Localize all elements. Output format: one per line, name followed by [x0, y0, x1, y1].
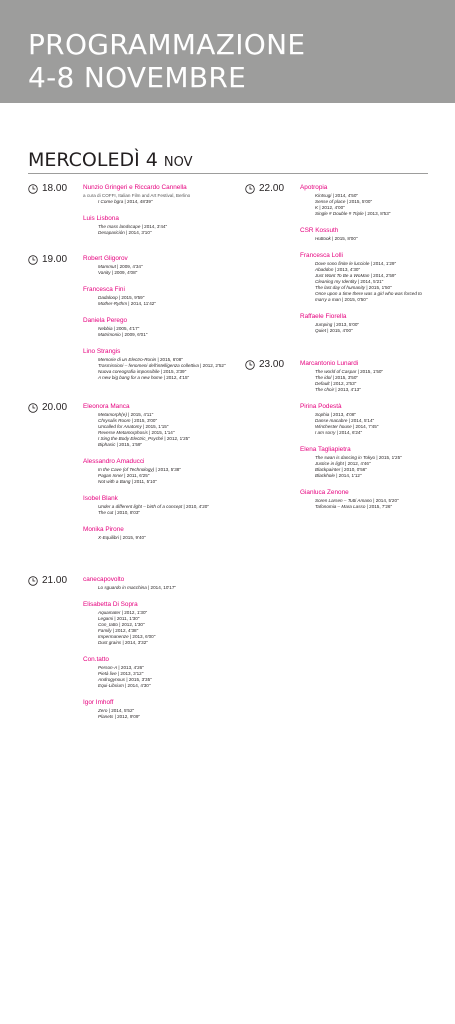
work-title: Planets — [98, 714, 114, 719]
time-text: 22.00 — [259, 183, 285, 194]
work-title: A new big bang for a new home — [98, 375, 163, 380]
work-item — [315, 328, 430, 334]
work-title: Huttook — [315, 236, 331, 241]
work-meta: | 2015, 1'50'' — [356, 369, 384, 374]
artist-name: Daniela Perego — [83, 317, 128, 324]
act-entry — [83, 402, 228, 448]
work-title: Equi-Librium — [98, 683, 124, 688]
artist-name: Raffaele Fiorella — [300, 313, 347, 320]
work-title: Under a different light – birth of a concept — [98, 504, 183, 509]
title-line-1: PROGRAMMAZIONE — [28, 28, 306, 61]
work-meta: | 2015, 3'50'' — [331, 375, 359, 380]
work-meta: | 2014, 11'42'' — [127, 301, 157, 306]
work-item — [315, 211, 430, 217]
work-title: Con_tatto — [98, 622, 118, 627]
divider — [28, 173, 428, 174]
artist-name: Robert Gligorov — [83, 255, 128, 262]
work-meta: | 2015, 9'40'' — [118, 535, 146, 540]
artist-name: Igor Imhoff — [83, 699, 114, 706]
work-meta: | 2013, 8'53'' — [363, 211, 391, 216]
act-entry — [83, 347, 228, 381]
artist-name: Gianluca Zenone — [300, 489, 349, 496]
time-slot — [245, 359, 430, 519]
artist-name: Monika Pirone — [83, 526, 124, 533]
work-meta: | 2009, 6'01'' — [120, 332, 148, 337]
work-item — [315, 504, 430, 510]
work-meta: | 2015, 7'26'' — [365, 504, 393, 509]
work-meta: | 2013, 4'26'' — [117, 665, 144, 670]
work-meta: | 2015, 9'59'' — [117, 295, 145, 300]
work-meta: | 2015, 8'00'' — [330, 236, 358, 241]
work-meta: | 2014, 5'14'' — [347, 418, 375, 423]
work-title: Sense of place — [315, 199, 346, 204]
work-title: Once upon a time there was a girl who was forced to marry a man — [315, 291, 422, 302]
work-item — [98, 270, 228, 276]
work-title: Soren Larsen – Tutti Amano — [315, 498, 372, 503]
work-title: Blackhole — [315, 473, 335, 478]
work-item — [98, 479, 228, 485]
time-slot — [28, 183, 228, 245]
artist-name: Isobel Blank — [83, 495, 118, 502]
time-label — [245, 183, 284, 194]
work-meta: | 2012, 1'30'' — [120, 610, 148, 615]
header-banner — [0, 0, 455, 103]
clock-icon — [28, 576, 38, 586]
work-item — [98, 230, 228, 236]
act-entry — [300, 359, 430, 393]
work-item — [98, 535, 228, 541]
work-title: Mother-Rythm — [98, 301, 128, 306]
work-title: Pietà live — [98, 671, 117, 676]
artist-name: Eleonora Manca — [83, 403, 130, 410]
work-meta: | 2013, 4'30'' — [333, 267, 361, 272]
time-slot — [245, 183, 430, 343]
act-entry — [300, 312, 430, 334]
work-title: I Come bgra — [98, 199, 124, 204]
work-item — [98, 714, 228, 720]
work-meta: | 2009, 4'08'' — [110, 270, 138, 275]
work-item — [315, 236, 430, 242]
time-slot — [28, 402, 228, 550]
work-meta: | 2012, 1'25'' — [163, 436, 190, 441]
work-meta: | 2015, 1'14'' — [147, 430, 175, 435]
work-meta: | 2012, 9'09'' — [113, 714, 141, 719]
artist-name: Francesca Lolli — [300, 252, 343, 259]
work-title: Dove sono finite le lucciole — [315, 261, 370, 266]
work-meta: | 2010, 0'56'' — [340, 467, 368, 472]
work-meta: | 2014, 2'59'' — [369, 273, 397, 278]
work-title: The last day of humanity — [315, 285, 366, 290]
work-meta: | 2012, 4'15'' — [162, 375, 190, 380]
work-meta: | 2015, 4'11'' — [126, 412, 154, 417]
work-item — [98, 510, 228, 516]
work-item — [98, 442, 228, 448]
work-title: Aquamater — [98, 610, 121, 615]
work-title: Abaddon — [315, 267, 334, 272]
work-meta: | 2005, 4'17'' — [112, 326, 140, 331]
work-title: Trasmissioni – fenomeni dell'intelligenza collettiva — [98, 363, 199, 368]
work-meta: | 2012, 2'53'' — [329, 381, 357, 386]
act-entry — [83, 285, 228, 307]
clock-icon — [28, 255, 38, 265]
act-entry — [300, 488, 430, 510]
work-meta: | 2015, 3'35'' — [125, 677, 152, 682]
work-meta: | 2014, 4'30'' — [123, 683, 151, 688]
work-meta: | 2014, 1'29'' — [369, 261, 397, 266]
work-title: Default — [315, 381, 330, 386]
clock-icon — [28, 403, 38, 413]
clock-icon — [28, 184, 38, 194]
work-meta: | 2013, 4'08'' — [329, 412, 357, 417]
work-title: Kintsugi — [315, 193, 332, 198]
work-title: Family — [98, 628, 112, 633]
work-title: Nuova coreografia impossibile — [98, 369, 160, 374]
work-title: Single # Double # Triple — [315, 211, 364, 216]
day-heading — [28, 149, 193, 171]
artist-name: Marcantonio Lunardi — [300, 360, 359, 367]
work-item — [315, 430, 430, 436]
work-meta: | 2010, 4'20'' — [182, 504, 210, 509]
work-title: Jumping — [315, 322, 333, 327]
work-meta: | 2015, 1'59'' — [115, 442, 143, 447]
act-list — [300, 359, 430, 510]
work-meta: | 2013, 5'00'' — [332, 322, 360, 327]
work-meta: | 2011, 5'10'' — [130, 479, 157, 484]
time-text: 18.00 — [42, 183, 68, 194]
work-title: Mammut — [98, 264, 116, 269]
work-title: Impermanenze — [98, 634, 129, 639]
clock-icon — [245, 184, 255, 194]
work-title: Memorie di un Electro-Ronin — [98, 357, 157, 362]
act-list — [300, 183, 430, 334]
time-label — [28, 254, 67, 265]
work-meta: | 2015, 0'50'' — [340, 297, 368, 302]
page-title — [28, 28, 305, 94]
work-meta: | 2014, 7'45'' — [351, 424, 379, 429]
work-title: K — [315, 205, 319, 210]
work-title: Desaparición — [98, 230, 125, 235]
work-item — [98, 585, 228, 591]
work-meta: | 2012, 4'46'' — [343, 461, 371, 466]
work-title: I Sing the Body Electric_Psyché — [98, 436, 164, 441]
work-item — [315, 387, 430, 393]
work-title: The cut — [98, 510, 114, 515]
act-entry — [83, 600, 228, 646]
artist-name: Alessandro Amaducci — [83, 458, 145, 465]
work-meta: | 2014, 3'10'' — [124, 230, 152, 235]
work-title: X-Equilibri — [98, 535, 119, 540]
curator-note: a cura di COFFI, Italian Film and Art Festival, Berlino — [83, 193, 191, 198]
act-list — [83, 402, 228, 541]
artist-name: Francesca Fini — [83, 286, 125, 293]
work-title: Vanity — [98, 270, 111, 275]
act-entry — [83, 183, 228, 205]
act-list — [83, 254, 228, 381]
act-list — [83, 183, 228, 236]
work-title: Cleaning my Identity — [315, 279, 357, 284]
work-title: Sophia — [315, 412, 330, 417]
work-title: Dust grains — [98, 640, 122, 645]
work-meta: | 2014, 3'32'' — [121, 640, 149, 645]
work-meta: | 2014, 48'39'' — [123, 199, 153, 204]
work-title: Matrimonio — [98, 332, 121, 337]
work-meta: | 2015, 1'15'' — [141, 424, 169, 429]
time-label — [245, 359, 284, 370]
time-label — [28, 575, 67, 586]
work-title: Lo sguardo in macchina — [98, 585, 147, 590]
work-meta: | 2013, 4'13'' — [334, 387, 361, 392]
act-entry — [83, 457, 228, 485]
work-title: Zero — [98, 708, 108, 713]
artist-name: Elena Tagliapietra — [300, 446, 351, 453]
act-entry — [300, 445, 430, 479]
act-entry — [83, 575, 228, 591]
work-title: Quiet — [315, 328, 326, 333]
work-title: Just Want To Be a WoMan — [315, 273, 370, 278]
work-title: Justice in light — [315, 461, 344, 466]
artist-name: canecapovolto — [83, 576, 125, 583]
work-meta: | 2015, 1'25'' — [375, 455, 402, 460]
artist-name: Lino Strangis — [83, 348, 121, 355]
artist-name: Apotropia — [300, 184, 328, 191]
time-text: 23.00 — [259, 359, 285, 370]
work-meta: | 2014, 5'20'' — [371, 498, 399, 503]
work-title: I am sorry — [315, 430, 336, 435]
work-title: Blackpainter — [315, 467, 341, 472]
work-title: Uncalled for Anatomy — [98, 424, 142, 429]
artist-name: Luis Lisbona — [83, 215, 119, 222]
work-title: Reverse Metamorphosis — [98, 430, 148, 435]
work-item — [98, 375, 228, 381]
work-meta: | 2012, 4'00'' — [318, 205, 345, 210]
work-title: Danse macabre — [315, 418, 348, 423]
time-slot — [28, 254, 228, 390]
artist-name: Nunzio Gringeri e Riccardo Cannella — [83, 184, 187, 191]
work-title: Dadaloop — [98, 295, 118, 300]
work-title: The world of Caspar — [315, 369, 357, 374]
act-entry — [83, 525, 228, 541]
work-title: Pagan Inner — [98, 473, 124, 478]
work-meta: | 2014, 10'17'' — [146, 585, 177, 590]
work-title: Legami — [98, 616, 114, 621]
work-title: Tafonomia – Mara Lasso — [315, 504, 366, 509]
act-entry — [83, 254, 228, 276]
day-month: NOV — [163, 155, 193, 170]
work-meta: | 2015, 3'39'' — [159, 369, 187, 374]
time-slot — [28, 575, 228, 729]
act-entry — [83, 655, 228, 689]
work-meta: | 2014, 1'12'' — [334, 473, 362, 478]
work-item — [98, 199, 228, 205]
work-meta: | 2013, 6'00'' — [128, 634, 156, 639]
work-title: The mass landscape — [98, 224, 141, 229]
work-item — [98, 332, 228, 338]
day-name: MERCOLEDÌ 4 — [28, 149, 158, 171]
time-label — [28, 402, 67, 413]
work-title: Person-A — [98, 665, 118, 670]
act-entry — [300, 183, 430, 217]
work-meta: | 2013, 3'12'' — [116, 671, 144, 676]
work-meta: | 2014, 6'24'' — [335, 430, 363, 435]
work-title: The idol — [315, 375, 332, 380]
work-title: Chrysalis Room — [98, 418, 131, 423]
act-entry — [300, 251, 430, 303]
title-line-2: 4-8 NOVEMBRE — [28, 61, 247, 94]
time-label — [28, 183, 67, 194]
work-title: Winchester house — [315, 424, 352, 429]
work-title: Metamorph(e) — [98, 412, 127, 417]
work-title: The swan is dancing in Tokyo — [315, 455, 376, 460]
work-meta: | 2014, 5'52'' — [107, 708, 135, 713]
work-item — [98, 640, 228, 646]
work-meta: | 2011, 1'30'' — [113, 616, 140, 621]
work-meta: | 2013, 5'38'' — [154, 467, 182, 472]
work-meta: | 2012, 4'38'' — [111, 628, 139, 633]
work-title: Not with a Bang — [98, 479, 131, 484]
work-meta: | 2015, 1'50'' — [365, 285, 392, 290]
time-text: 21.00 — [42, 575, 68, 586]
work-meta: | 2015, 6'08'' — [156, 357, 184, 362]
work-title: Nebbia — [98, 326, 113, 331]
work-item — [315, 291, 430, 303]
work-title: Androgynous — [98, 677, 126, 682]
act-entry — [83, 316, 228, 338]
act-entry — [83, 494, 228, 516]
act-entry — [83, 214, 228, 236]
clock-icon — [245, 360, 255, 370]
act-entry — [300, 402, 430, 436]
work-meta: | 2015, 5'00'' — [345, 199, 373, 204]
work-item — [98, 301, 228, 307]
work-title: The choir — [315, 387, 335, 392]
artist-name: Con.tatto — [83, 656, 109, 663]
act-entry — [83, 698, 228, 720]
work-meta: | 2012, 1'30'' — [117, 622, 145, 627]
work-meta: | 2012, 2'52'' — [198, 363, 226, 368]
artist-name: Elisabetta Di Sopra — [83, 601, 138, 608]
act-list — [83, 575, 228, 720]
work-meta: | 2009, 4'34'' — [115, 264, 143, 269]
work-meta: | 2014, 3'44'' — [140, 224, 168, 229]
work-meta: | 2015, 4'00'' — [325, 328, 353, 333]
work-meta: | 2010, 8'03'' — [113, 510, 141, 515]
work-item — [315, 473, 430, 479]
work-meta: | 2011, 6'25'' — [123, 473, 150, 478]
artist-name: Pirina Podestà — [300, 403, 342, 410]
work-item — [98, 683, 228, 689]
work-title: Biphasic — [98, 442, 116, 447]
work-meta: | 2015, 3'00'' — [130, 418, 158, 423]
artist-name: CSR Kossuth — [300, 227, 339, 234]
time-text: 20.00 — [42, 402, 68, 413]
work-meta: | 2014, 5'21'' — [356, 279, 384, 284]
time-text: 19.00 — [42, 254, 68, 265]
work-title: In the Cave (of Technology) — [98, 467, 155, 472]
work-meta: | 2014, 4'50'' — [331, 193, 359, 198]
act-entry — [300, 226, 430, 242]
